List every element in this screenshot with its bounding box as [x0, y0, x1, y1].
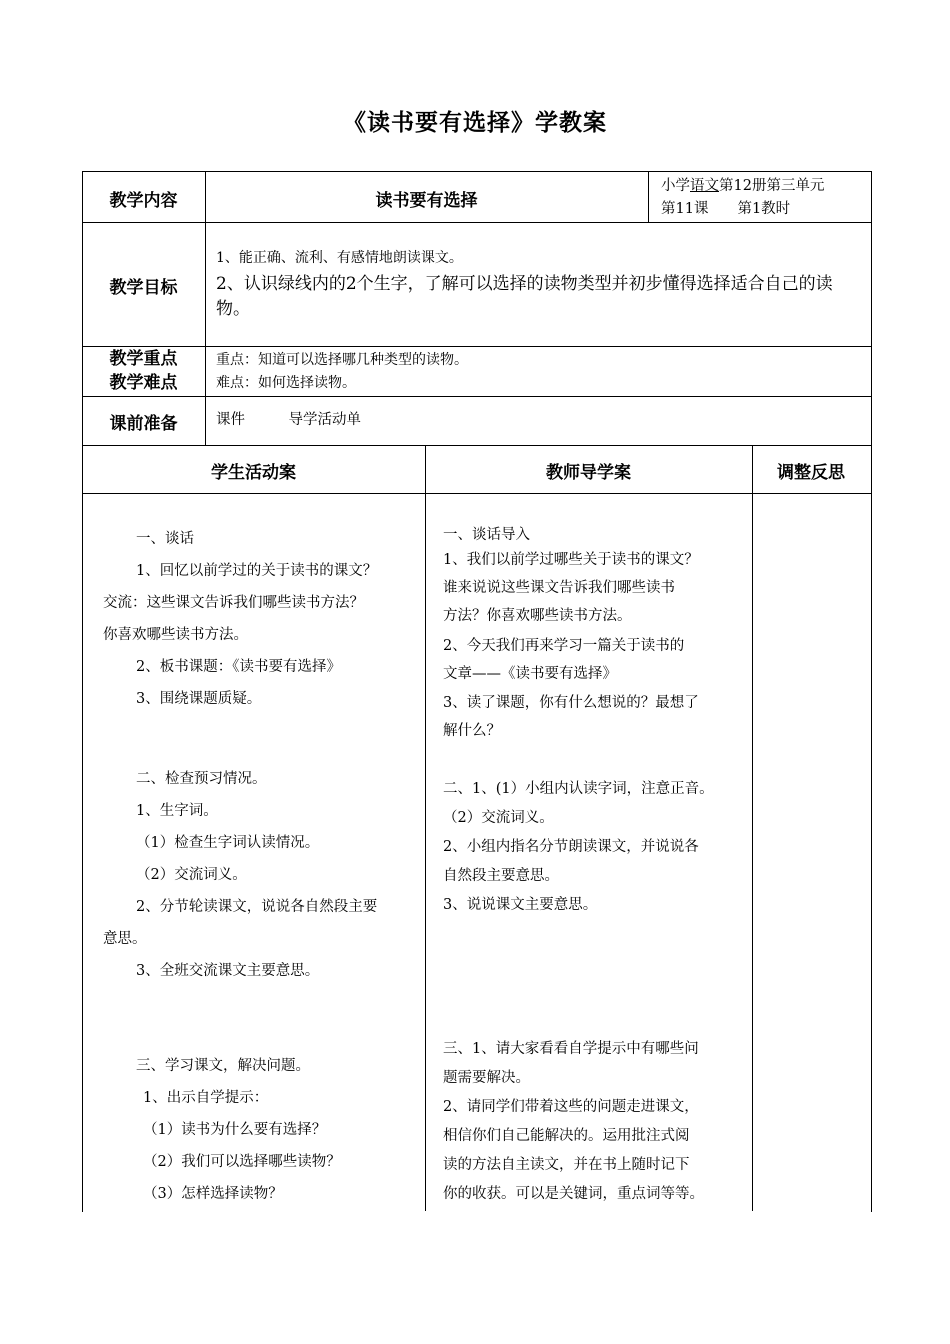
prep-value: 课件 导学活动单 — [216, 412, 361, 428]
student-line: （3）怎样选择读物？ — [143, 1186, 283, 1202]
teacher-line: 题需要解决。 — [443, 1070, 530, 1086]
goal-item-2: 2、认识绿线内的2个生字，了解可以选择的读物类型并初步懂得选择适合自己的读物。 — [216, 274, 833, 319]
teacher-line: 3、说说课文主要意思。 — [443, 897, 598, 913]
goal-item-1: 1、能正确、流利、有感情地朗读课文。 — [216, 250, 463, 266]
row-divider — [82, 346, 871, 347]
student-line: 2、分节轮读课文，说说各自然段主要 — [136, 899, 378, 915]
teacher-line: 解什么？ — [443, 723, 501, 739]
student-line: （2）我们可以选择哪些读物？ — [143, 1154, 341, 1170]
teacher-line: 2、小组内指名分节朗读课文，并说说各 — [443, 839, 699, 855]
lesson-info-rest: 第12册第三单元 — [719, 178, 825, 194]
teacher-line: 3、读了课题，你有什么想说的？最想了 — [443, 695, 699, 711]
teacher-line: 2、今天我们再来学习一篇关于读书的 — [443, 638, 685, 654]
student-line: 一、谈话 — [136, 531, 194, 547]
student-line: 三、学习课文，解决问题。 — [136, 1058, 310, 1074]
lesson-info-line2: 第11课 第1教时 — [661, 201, 791, 217]
teacher-line: 一、谈话导入 — [443, 527, 530, 543]
row-divider — [82, 222, 871, 223]
content-label: 教学内容 — [109, 191, 178, 211]
row-divider — [82, 396, 871, 397]
focus-label: 教学重点 — [109, 349, 178, 369]
student-column-header: 学生活动案 — [211, 463, 296, 483]
difficulty-label: 教学难点 — [109, 373, 178, 393]
teacher-line: 1、我们以前学过哪些关于读书的课文？ — [443, 552, 699, 568]
teacher-line: 二、1、(1）小组内认读字词，注意正音。 — [443, 781, 714, 797]
teacher-line: 相信你们自己能解决的。运用批注式阅 — [443, 1128, 690, 1144]
teacher-line: 谁来说说这些课文告诉我们哪些读书 — [443, 580, 675, 596]
lesson-info — [661, 176, 824, 197]
student-line: 意思。 — [103, 931, 147, 947]
adjust-column-header: 调整反思 — [777, 463, 845, 483]
teacher-line: 方法？你喜欢哪些读书方法。 — [443, 608, 632, 624]
focus-point: 重点：知道可以选择哪几种类型的读物。 — [216, 352, 468, 368]
teacher-line: 自然段主要意思。 — [443, 868, 559, 884]
student-line: 1、回忆以前学过的关于读书的课文？ — [136, 563, 378, 579]
teacher-line: 你的收获。可以是关键词，重点词等等。 — [443, 1186, 704, 1202]
student-line: 2、板书课题：《读书要有选择》 — [136, 659, 341, 675]
col-divider — [425, 445, 426, 1211]
student-line: 交流：这些课文告诉我们哪些读书方法？ — [103, 595, 364, 611]
teacher-line: 读的方法自主读文，并在书上随时记下 — [443, 1157, 690, 1173]
student-line: （1）检查生字词认读情况。 — [136, 835, 320, 851]
student-line: （1）读书为什么要有选择？ — [143, 1122, 327, 1138]
col-divider — [752, 445, 753, 1211]
teacher-line: 三、1、请大家看看自学提示中有哪些问 — [443, 1041, 699, 1057]
student-line: 1、生字词。 — [136, 803, 218, 819]
teacher-line: （2）交流词义。 — [443, 810, 554, 826]
col-divider — [205, 171, 206, 445]
student-line: （2）交流词义。 — [136, 867, 247, 883]
student-line: 1、出示自学提示： — [143, 1090, 269, 1106]
lesson-info-subject: 语文 — [690, 178, 719, 194]
teacher-column-header: 教师导学案 — [546, 463, 631, 483]
student-line: 二、检查预习情况。 — [136, 771, 267, 787]
prep-label: 课前准备 — [109, 414, 178, 434]
student-line: 3、全班交流课文主要意思。 — [136, 963, 320, 979]
col-divider — [648, 171, 649, 222]
teacher-line: 2、请同学们带着这些的问题走进课文， — [443, 1099, 699, 1115]
page-title: 《读书要有选择》学教案 — [343, 110, 607, 136]
lesson-info-prefix: 小学 — [661, 178, 690, 194]
teacher-line: 文章——《读书要有选择》 — [443, 666, 617, 682]
focus-difficulty: 难点：如何选择读物。 — [216, 375, 356, 391]
goals-label: 教学目标 — [109, 278, 178, 298]
content-value: 读书要有选择 — [375, 191, 478, 211]
student-line: 你喜欢哪些读书方法。 — [103, 627, 248, 643]
student-line: 3、围绕课题质疑。 — [136, 691, 262, 707]
